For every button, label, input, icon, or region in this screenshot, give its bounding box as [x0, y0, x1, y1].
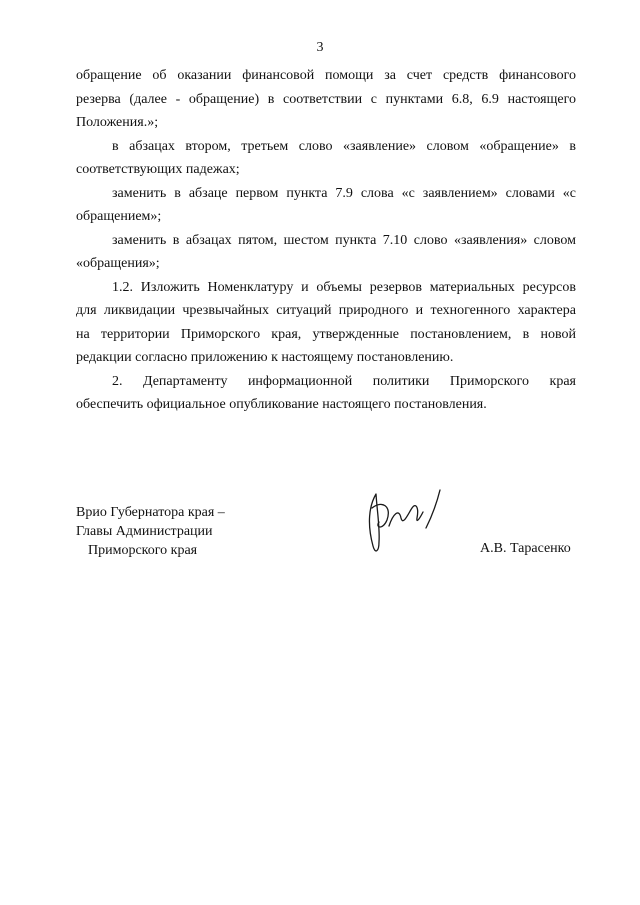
paragraph-item-2: [76, 370, 576, 417]
signatory-title-line: Приморского края: [88, 543, 198, 558]
paragraph-replace-7-9: [76, 182, 576, 229]
text-line: в абзацах втором, третьем слово «заявление» словом «обращение» в: [112, 138, 576, 154]
text-line: соответствующих падежах;: [76, 162, 240, 177]
handwritten-signature: [356, 486, 456, 560]
paragraph-item-1-2: [76, 276, 576, 370]
text-line: редакции согласно приложению к настоящему постановлению.: [76, 350, 454, 365]
text-line: обращением»;: [76, 209, 162, 224]
text-line: заменить в абзаце первом пункта 7.9 слова «с заявлением» словами «с: [112, 185, 576, 201]
paragraph-continuation: [76, 64, 576, 135]
paragraph-replace-7-10: [76, 229, 576, 276]
text-line: 2. Департаменту информационной политики Приморского края: [112, 373, 576, 389]
signatory-title-line: Врио Губернатора края –: [76, 505, 225, 520]
text-line: заменить в абзацах пятом, шестом пункта 7.10 слово «заявления» словом: [112, 232, 576, 248]
page-number: 3: [316, 40, 324, 55]
document-body: [76, 64, 576, 417]
text-line: для ликвидации чрезвычайных ситуаций природного и техногенного характера: [76, 303, 576, 318]
text-line: резерва (далее - обращение) в соответствии с пунктами 6.8, 6.9 настоящего: [76, 91, 576, 107]
text-line: обеспечить официальное опубликование настоящего постановления.: [76, 397, 487, 412]
signatory-name: А.В. Тарасенко: [480, 541, 571, 556]
signatory-title-line: Главы Администрации: [76, 524, 213, 539]
text-line: обращение об оказании финансовой помощи за счет средств финансового: [76, 68, 576, 83]
signatory-title: [76, 503, 225, 560]
text-line: «обращения»;: [76, 256, 160, 271]
paragraph-replace-paragraphs: [76, 135, 576, 182]
text-line: на территории Приморского края, утвержденные постановлением, в новой: [76, 326, 576, 342]
text-line: 1.2. Изложить Номенклатуру и объемы резервов материальных ресурсов: [112, 279, 576, 295]
text-line: Положения.»;: [76, 115, 159, 130]
